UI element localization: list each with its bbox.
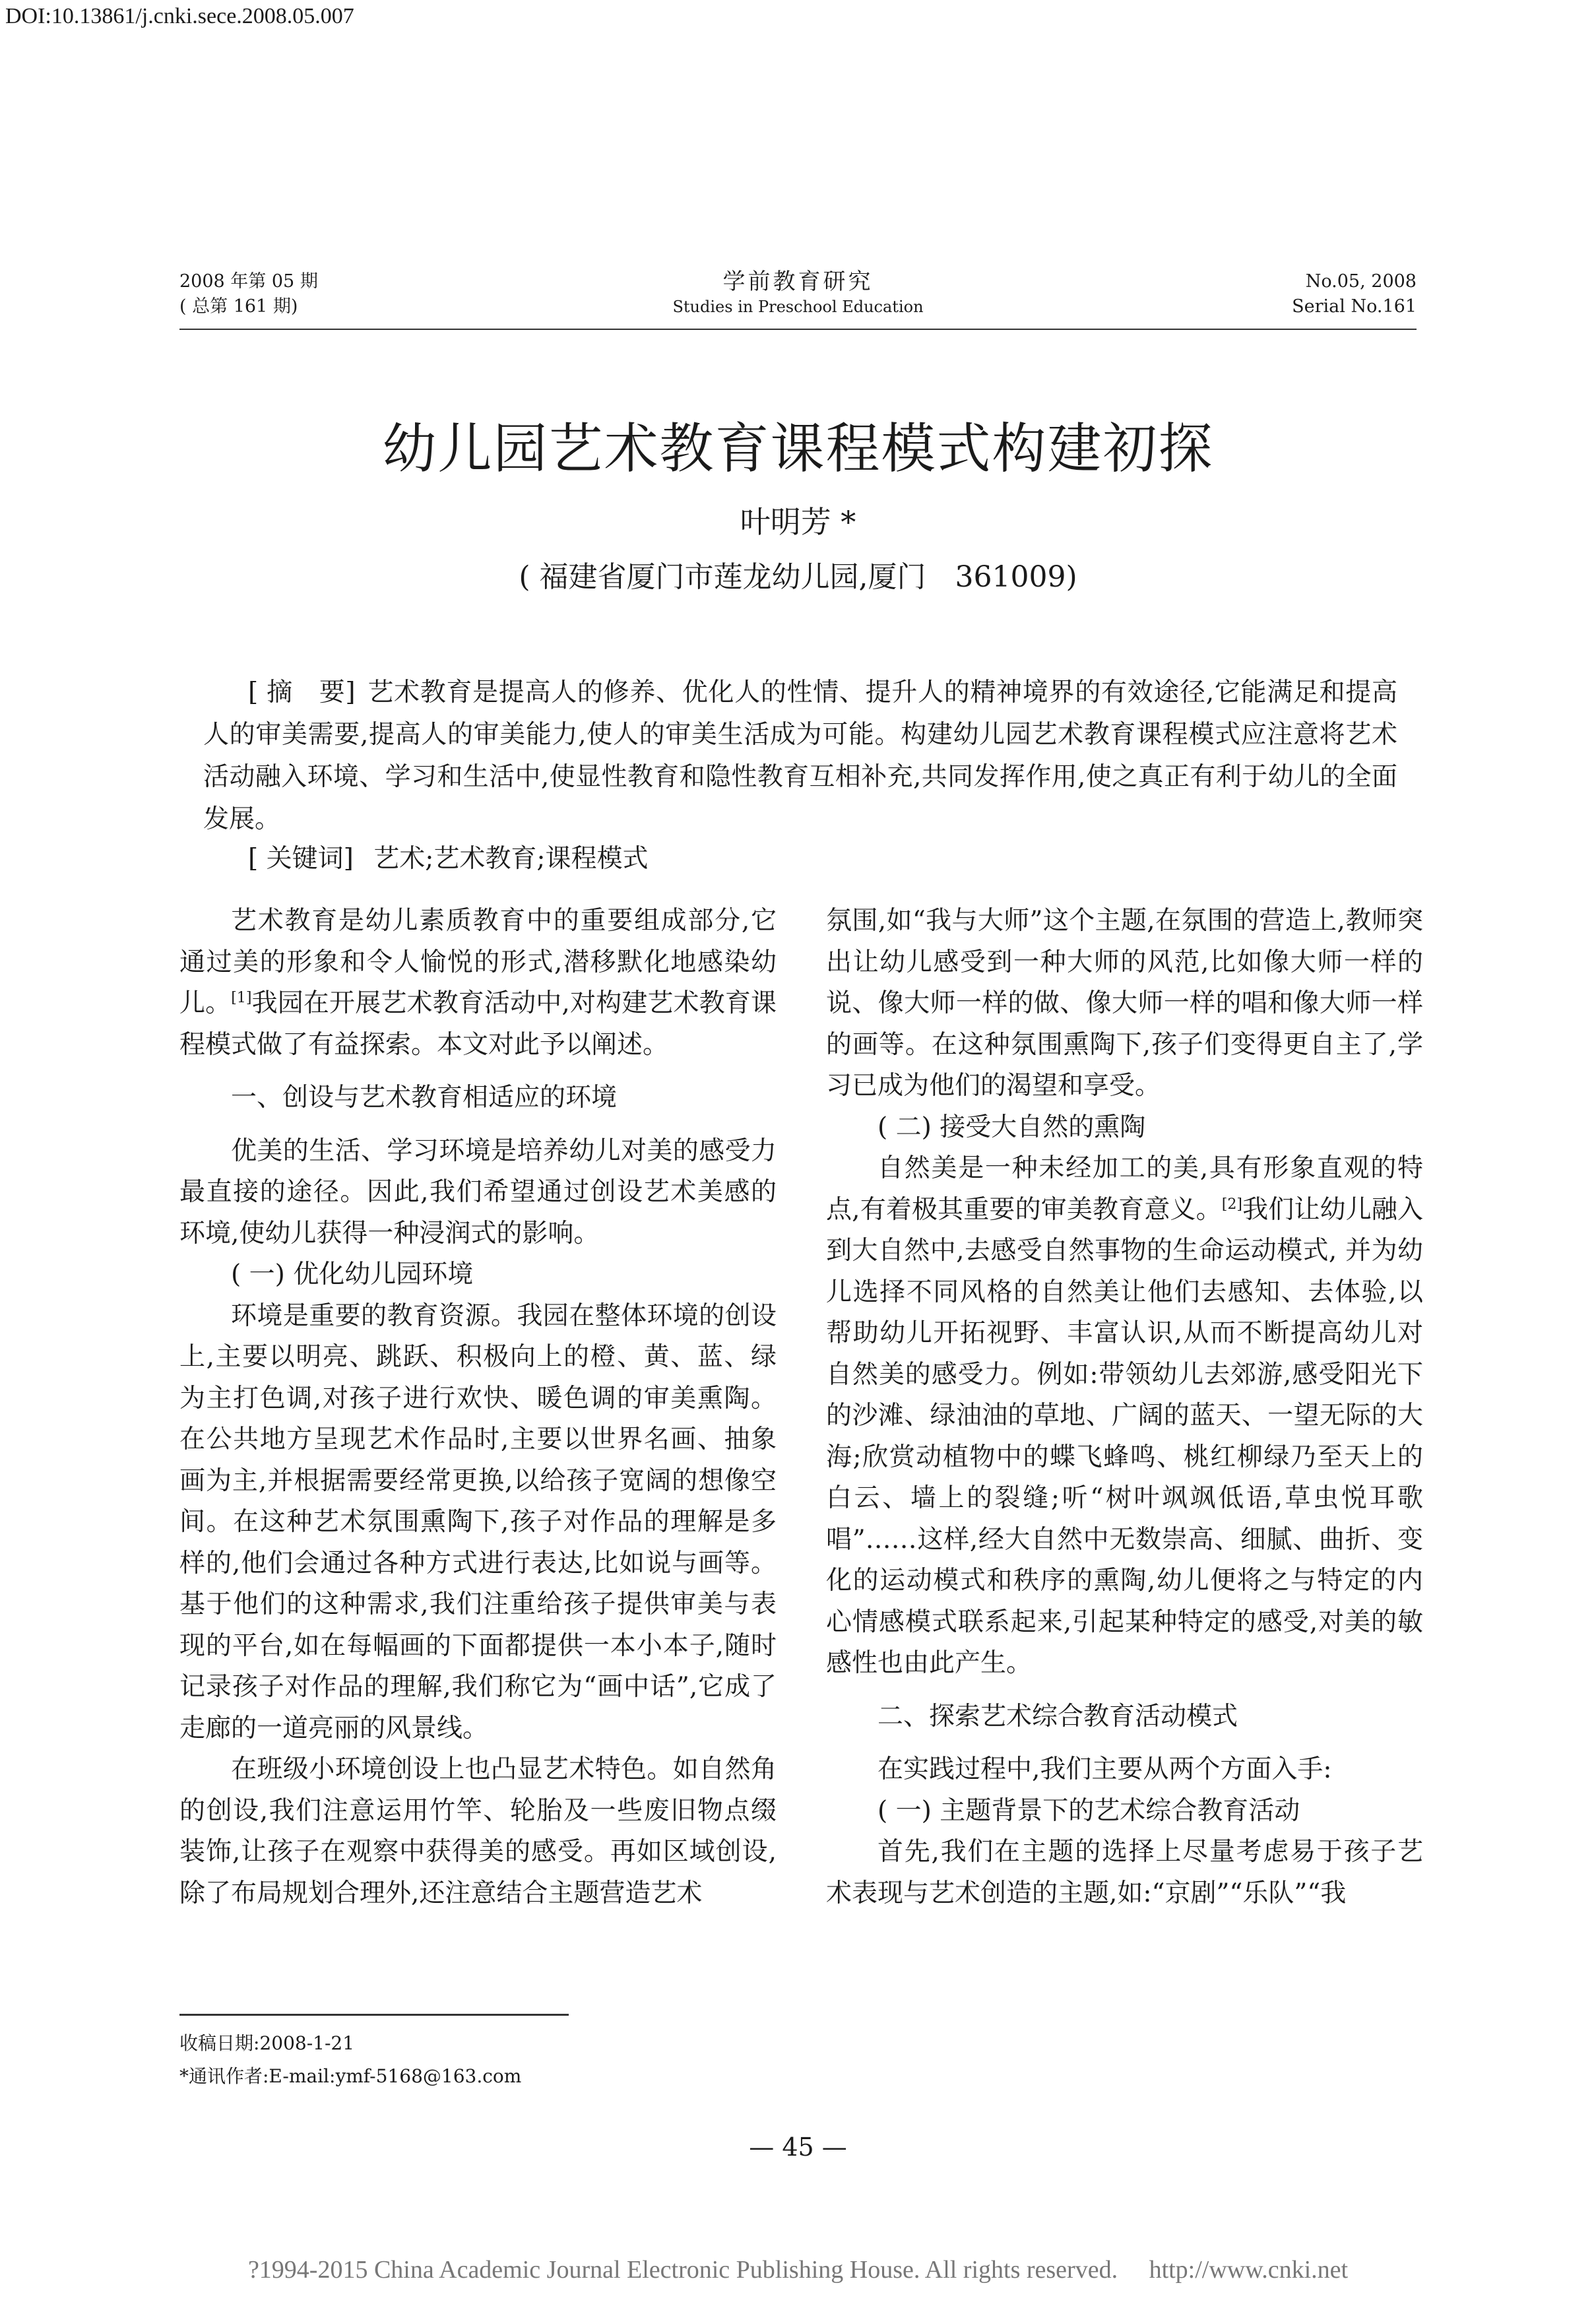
paragraph: 首先,我们在主题的选择上尽量考虑易于孩子艺术表现与艺术创造的主题,如:“京剧”“乐队”“我 [826, 1837, 1423, 1908]
section-heading: 一、创设与艺术教育相适应的环境 [231, 1083, 618, 1112]
affiliation: ( 福建省厦门市莲龙幼儿园,厦门 361009) [519, 560, 1077, 594]
left-column [179, 901, 777, 1914]
paragraph [826, 1148, 1423, 1685]
page-number: — 45 — [749, 2133, 847, 2162]
journal-name-cn: 学前教育研究 [722, 269, 874, 295]
subsection-heading: ( 二) 接受大自然的熏陶 [878, 1112, 1146, 1142]
paragraph-text: 我们让幼儿融入到大自然中,去感受自然事物的生命运动模式, 并为幼儿选择不同风格的自然美让他们去感知、去体验,以帮助幼儿开拓视野、丰富认识,从而不断提高幼儿对自然美的感受力。例如:带领幼儿去郊游,感受阳光下的沙滩、绿油油的草地、广阔的蓝天、一望无际的大海;欣赏动植物中的蝶飞蜂鸣、桃红柳绿乃至天上的白云、墙上的裂缝;听“树叶飒飒低语,草虫悦耳歌唱”……这样,经大自然中无数崇高、细腻、曲折、变化的运动模式和秩序的熏陶,幼儿便将之与特定的内心情感模式联系起来,引起某种特定的感受,对美的敏感性也由此产生。 [826, 1194, 1423, 1678]
citation: [1] [231, 990, 252, 1006]
received-date: 收稿日期:2008-1-21 [179, 2032, 355, 2054]
paragraph-text: 自然美是一种未经加工的美,具有形象直观的特点,有着极其重要的审美教育意义。 [826, 1153, 1423, 1225]
paragraph: 环境是重要的教育资源。我园在整体环境的创设上,主要以明亮、跳跃、积极向上的橙、黄、蓝、绿为主打色调,对孩子进行欢快、暖色调的审美熏陶。在公共地方呈现艺术作品时,主要以世界名画、抽象画为主,并根据需要经常更换,以给孩子宽阔的想像空间。在这种艺术氛围熏陶下,孩子对作品的理解是多样的,他们会通过各种方式进行表达,比如说与画等。基于他们的这种需求,我们注重给孩子提供审美与表现的平台,如在每幅画的下面都提供一本小本子,随时记录孩子对作品的理解,我们称它为“画中话”,它成了走廊的一道亮丽的风景线。 [179, 1301, 777, 1743]
abstract-text: 艺术教育是提高人的修养、优化人的性情、提升人的精神境界的有效途径,它能满足和提高人的审美需要,提高人的审美能力,使人的审美生活成为可能。构建幼儿园艺术教育课程模式应注意将艺术活动融入环境、学习和生活中,使显性教育和隐性教育互相补充,共同发挥作用,使之真正有利于幼儿的全面发展。 [203, 678, 1397, 834]
subsection-heading: ( 一) 主题背景下的艺术综合教育活动 [878, 1795, 1300, 1826]
citation: [2] [1221, 1196, 1242, 1213]
paragraph-text: 艺术教育是幼儿素质教育中的重要组成部分,它通过美的形象和令人愉悦的形式,潜移默化地感染幼儿。 [179, 906, 777, 1018]
serial-info [1292, 269, 1417, 319]
paragraph: 优美的生活、学习环境是培养幼儿对美的感受力最直接的途径。因此,我们希望通过创设艺术美感的环境,使幼儿获得一种浸润式的影响。 [179, 1136, 777, 1248]
paragraph: 在班级小环境创设上也凸显艺术特色。如自然角的创设,我们注意运用竹竿、轮胎及一些废旧物点缀装饰,让孩子在观察中获得美的感受。再如区域创设,除了布局规划合理外,还注意结合主题营造艺术 [179, 1754, 777, 1908]
keywords-label: [ 关键词] [248, 844, 354, 874]
header-rule [179, 329, 1417, 330]
journal-name-en: Studies in Preschool Education [672, 298, 924, 316]
keywords [248, 838, 649, 880]
subsection-heading: ( 一) 优化幼儿园环境 [231, 1260, 474, 1289]
right-column [826, 901, 1423, 1914]
paragraph-text: 我园在开展艺术教育活动中,对构建艺术教育课程模式做了有益探索。本文对此予以阐述。 [179, 988, 777, 1060]
footnotes [179, 2027, 521, 2093]
paragraph: 在实践过程中,我们主要从两个方面入手: [878, 1754, 1332, 1784]
keywords-text: 艺术;艺术教育;课程模式 [373, 844, 649, 874]
issue-total: ( 总第 161 期) [179, 296, 298, 317]
serial-number: Serial No.161 [1292, 296, 1417, 317]
abstract [203, 672, 1397, 841]
copyright-notice: ?1994-2015 China Academic Journal Electronic Publishing House. All rights reserved. http://www.cnki.net [247, 2256, 1349, 2284]
issue-year: 2008 年第 05 期 [179, 271, 318, 292]
section-heading: 二、探索艺术综合教育活动模式 [878, 1701, 1238, 1731]
paper-title: 幼儿园艺术教育课程模式构建初探 [382, 418, 1214, 480]
correspondence-email: *通讯作者:E-mail:ymf-5168@163.com [179, 2065, 522, 2087]
author: 叶明芳 * [740, 504, 856, 540]
paragraph [179, 901, 777, 1066]
footnote-rule [179, 2014, 569, 2016]
issue-number: No.05, 2008 [1305, 271, 1417, 292]
doi: DOI:10.13861/j.cnki.sece.2008.05.007 [5, 4, 354, 28]
paragraph: 氛围,如“我与大师”这个主题,在氛围的营造上,教师突出让幼儿感受到一种大师的风范,比如像大师一样的说、像大师一样的做、像大师一样的唱和像大师一样的画等。在这种氛围熏陶下,孩子们变得更自主了,学习已成为他们的渴望和享受。 [826, 906, 1423, 1101]
abstract-label: [ 摘 要] [248, 678, 356, 707]
